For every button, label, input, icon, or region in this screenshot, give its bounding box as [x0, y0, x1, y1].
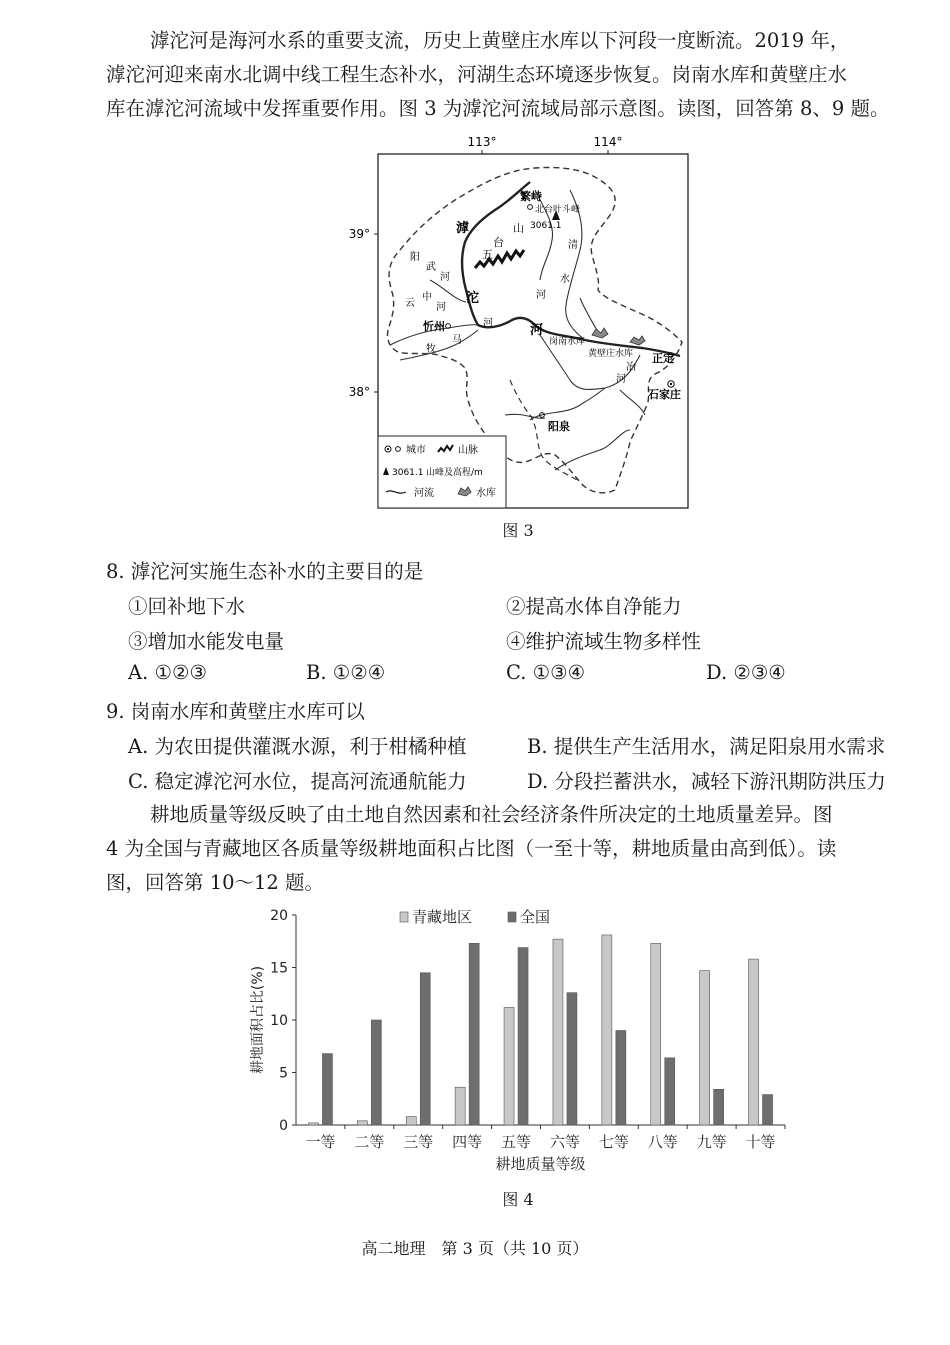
x-tick-label: 二等 [354, 1133, 385, 1151]
label-muma: 河 [483, 318, 493, 329]
x-tick-label: 七等 [598, 1133, 629, 1151]
q8-option-d: D. ②③④ [706, 661, 786, 684]
label-wutai: 五 [482, 248, 493, 261]
legend-peak: 山峰及高程/m [426, 468, 483, 478]
q8-stem: 8. 滹沱河实施生态补水的主要目的是 [106, 560, 424, 583]
label-qingshui: 清 [568, 240, 578, 251]
q9-option-b: B. 提供生产生活用水，满足阳泉用水需求 [527, 735, 886, 758]
label-hutuo: 沱 [466, 291, 480, 306]
bar-national [665, 1058, 675, 1125]
bar-national [616, 1031, 626, 1126]
x-tick-label: 五等 [501, 1133, 532, 1151]
label-qingshui: 水 [560, 274, 570, 285]
y-tick-label: 0 [279, 1118, 288, 1134]
q8-option-a: A. ①②③ [128, 661, 207, 684]
label-wutai: 台 [493, 236, 504, 249]
bar-qingzang [406, 1117, 416, 1125]
legend-swatch [400, 912, 408, 922]
label-fanzhi: 繁峙 [520, 190, 542, 203]
x-tick-label: 六等 [549, 1133, 580, 1151]
chart-caption: 图 4 [502, 1190, 534, 1209]
gangnan-reservoir-symbol [592, 328, 608, 338]
bar-national [469, 943, 479, 1125]
label-shijiazhuang: 石家庄 [648, 388, 681, 401]
map-caption: 图 3 [502, 521, 534, 540]
legend-mountain: 山脉 [458, 445, 478, 456]
y-tick-label: 10 [270, 1013, 288, 1029]
label-peak-elev: 3061.1 [530, 221, 562, 231]
intro1-line: 滹沱河迎来南水北调中线工程生态补水，河湖生态环境逐步恢复。岗南水库和黄壁庄水 [106, 63, 848, 86]
intro-paragraph-2 [106, 798, 930, 900]
bar-qingzang [749, 959, 759, 1125]
legend-reservoir: 水库 [476, 488, 496, 499]
x-tick-label: 八等 [647, 1133, 678, 1151]
city-symbol [528, 205, 533, 210]
legend-label: 全国 [520, 908, 551, 926]
label-muma: 马 [452, 335, 462, 346]
bar-qingzang [602, 935, 612, 1125]
bar-national [420, 973, 430, 1125]
bar-qingzang [504, 1007, 514, 1125]
label-hutuo: 滹 [456, 221, 470, 236]
label-hutuo: 河 [530, 323, 544, 338]
q8-item: ②提高水体自净能力 [506, 595, 682, 618]
label-beitai: 北台叶斗峰 [535, 205, 581, 215]
bar-qingzang [357, 1121, 367, 1125]
q8-item: ④维护流域生物多样性 [506, 630, 702, 653]
bar-qingzang [651, 943, 661, 1125]
page-footer: 高二地理 第 3 页（共 10 页） [361, 1239, 589, 1258]
label-yangwu: 河 [440, 272, 450, 283]
label-yunzhong: 云 [405, 298, 415, 309]
intro1-line: 库在滹沱河流域中发挥重要作用。图 3 为滹沱河流域局部示意图。读图，回答第 8、9 题。 [106, 97, 890, 120]
q8-option-c: C. ①③④ [506, 661, 586, 684]
intro-paragraph-1 [106, 24, 930, 126]
q9-option-d: D. 分段拦蓄洪水，减轻下游汛期防洪压力 [527, 770, 886, 793]
intro2-line: 耕地质量等级反映了由土地自然因素和社会经济条件所决定的土地质量差异。图 [150, 803, 833, 826]
bar-national [322, 1054, 332, 1125]
legend-peak-value: 3061.1 [392, 468, 424, 478]
y-tick-label: 5 [279, 1065, 288, 1082]
label-yangwu: 武 [426, 262, 436, 273]
label-yangquan: 阳泉 [548, 420, 570, 433]
label-huangbizhuang: 黄壁庄水库 [588, 349, 634, 359]
legend-label: 青藏地区 [412, 908, 473, 926]
q8-item: ③增加水能发电量 [128, 630, 285, 653]
bar-qingzang [553, 939, 563, 1125]
label-qingshui: 河 [536, 290, 546, 301]
legend-city: 城市 [406, 445, 426, 456]
x-tick-label: 一等 [305, 1133, 336, 1151]
bar-qingzang [700, 971, 710, 1125]
map-legend [378, 436, 506, 508]
farmland-grade-bar-chart [240, 900, 800, 1185]
label-yunzhong: 河 [436, 302, 446, 313]
x-tick-label: 十等 [745, 1133, 776, 1151]
legend-river: 河流 [414, 488, 434, 499]
q9-stem: 9. 岗南水库和黄壁庄水库可以 [106, 700, 365, 723]
x-axis-label: 耕地质量等级 [495, 1155, 586, 1173]
label-gangnan: 岗南水库 [549, 337, 586, 347]
label-yangwu: 阳 [410, 252, 420, 263]
legend-swatch [508, 912, 516, 922]
label-yehe: 冶 [626, 362, 636, 373]
label-wutai: 山 [513, 222, 524, 235]
intro1-line: 滹沱河是海河水系的重要支流，历史上黄壁庄水库以下河段一度断流。2019 年， [150, 29, 850, 52]
y-tick-label: 15 [270, 960, 288, 977]
q8-option-b: B. ①②④ [306, 661, 386, 684]
bar-national [763, 1095, 773, 1125]
bar-national [567, 993, 577, 1125]
label-yehe: 河 [616, 374, 626, 385]
bar-national [714, 1089, 724, 1125]
huangbizhuang-reservoir-symbol [630, 336, 645, 345]
label-zhengding: 正定 [652, 352, 674, 365]
q9-option-c: C. 稳定滹沱河水位，提高河流通航能力 [128, 770, 467, 793]
y-axis-label: 耕地面积占比(%) [250, 965, 266, 1075]
x-tick-label: 四等 [452, 1133, 483, 1151]
q8-item: ①回补地下水 [128, 595, 246, 618]
intro2-line: 4 为全国与青藏地区各质量等级耕地面积占比图（一至十等，耕地质量由高到低）。读 [106, 837, 837, 860]
x-tick-label: 九等 [696, 1133, 727, 1151]
bar-qingzang [308, 1123, 318, 1125]
bar-national [371, 1020, 381, 1125]
label-muma: 牧 [426, 344, 436, 355]
bar-national [518, 948, 528, 1125]
bar-qingzang [455, 1087, 465, 1125]
lon-label: 113° [467, 135, 497, 149]
lon-label: 114° [593, 135, 623, 149]
y-tick-label: 20 [270, 908, 288, 924]
lat-label: 38° [348, 385, 370, 399]
intro2-line: 图，回答第 10～12 题。 [106, 871, 325, 894]
lat-label: 39° [348, 227, 370, 241]
label-xinzhou: 忻州 [423, 320, 445, 333]
label-yunzhong: 中 [422, 292, 432, 303]
river-basin-map [330, 130, 710, 550]
q9-option-a: A. 为农田提供灌溉水源，利于柑橘种植 [128, 735, 467, 758]
x-tick-label: 三等 [403, 1133, 434, 1151]
